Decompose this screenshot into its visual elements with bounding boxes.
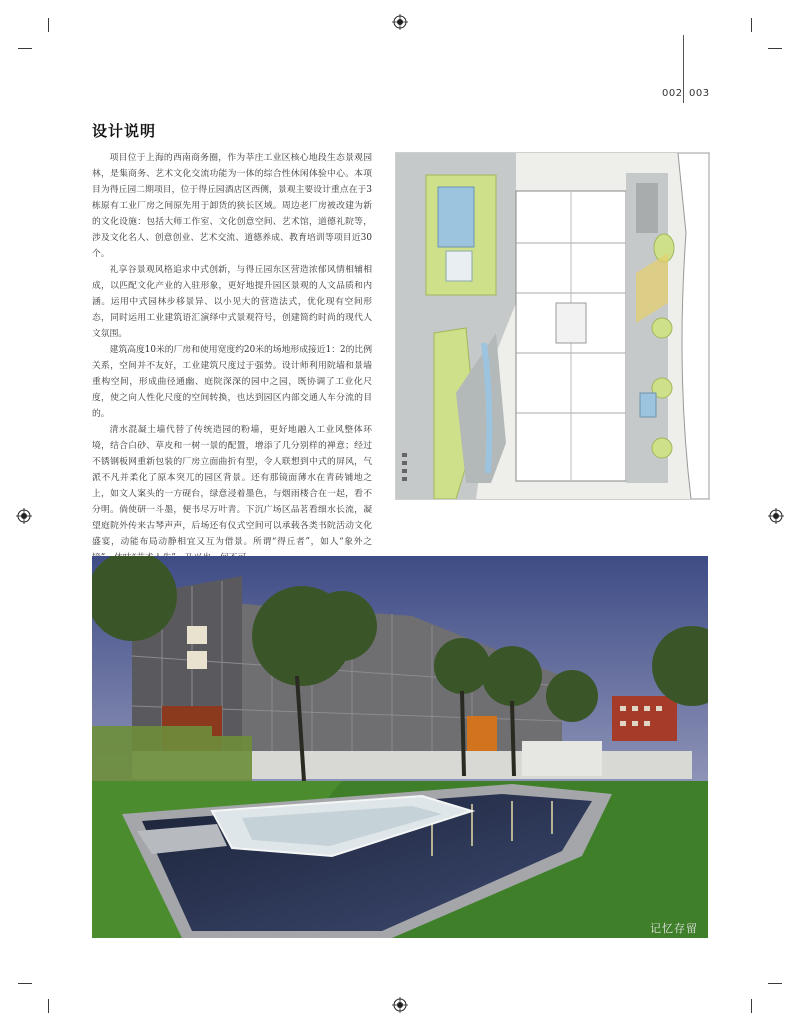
photo-caption: 记忆存留 [650, 922, 698, 935]
registration-mark-icon [768, 508, 784, 524]
paragraph: 建筑高度10米的厂房和使用宽度约20米的场地形成接近1：2的比例关系，空间并不友好，工业建筑尺度过于强势。设计师利用院墙和景墙重构空间，形成曲径通幽、庭院深深的园中之园，既协调了工业化尺度，使之向人性化尺度的空间转换，也达到园区内部交通人车分流的目的。 [92, 345, 372, 419]
registration-mark-icon [392, 14, 408, 30]
article-body [92, 150, 372, 566]
crop-mark [18, 48, 32, 49]
paragraph: 项目位于上海的西南商务圈，作为莘庄工业区核心地段生态景观园林，是集商务、艺术文化交流功能为一体的综合性休闲体验中心。本项目为得丘园二期项目，位于得丘园酒店区西侧，景观主要设计重点在于3栋原有工业厂房之间原先用于卸货的狭长区域。周边老厂房被改建为新的文化设施：包括大师工作室、文化创意空间、艺术馆，道德礼院等，涉及文化名人、创意创业、艺术交流、道德养成、教育培训等项目近30个。 [92, 153, 372, 259]
crop-mark [48, 18, 49, 32]
paragraph: 礼享谷景观风格追求中式创新，与得丘园东区营造浓郁风情相辅相成，以匹配文化产业的入驻形象，更好地提升园区景观的人文品质和内涵。运用中式园林步移景异、以小见大的营造法式，优化现有空间形态，同时运用工业建筑语汇演绎中式景观符号，创建简约时尚的现代人文氛围。 [92, 265, 372, 339]
page-number-left: 002 [662, 88, 683, 99]
page-number-divider [683, 35, 684, 103]
night-courtyard-photo-icon [92, 556, 708, 938]
registration-mark-icon [16, 508, 32, 524]
crop-mark [18, 983, 32, 984]
registration-mark-icon [392, 997, 408, 1013]
page-number-right: 003 [689, 88, 710, 99]
paragraph: 清水混凝土墙代替了传统造园的粉墙，更好地融入工业风整体环境，结合白砂、草皮和一树一景的配置，增添了几分别样的禅意；经过不锈钢板网重新包装的厂房立面曲折有型，令人联想到中式的屏风，气派不凡并柔化了原本突兀的园区背景。还有那镜面薄水在青砖铺地之上，如文人案头的一方砚台，绿意浸着墨色，与烟雨楼合在一起，看不分明。倘使研一斗墨，便书尽万叶青。下沉广场区品茗看细水长流，凝望庭院外传来古琴声声，后场还有仪式空间可以承载各类书院活动文化盛宴，动能布局动静相宜又互为借景。所谓“得丘者”，如人“象外之 [92, 425, 372, 547]
crop-mark [751, 999, 752, 1013]
courtyard-photo [92, 556, 708, 938]
site-plan-drawing [395, 152, 710, 500]
article-title: 设计说明 [92, 122, 157, 140]
crop-mark [768, 983, 782, 984]
crop-mark [48, 999, 49, 1013]
crop-mark [751, 18, 752, 32]
site-plan-icon [396, 153, 709, 499]
crop-mark [768, 48, 782, 49]
